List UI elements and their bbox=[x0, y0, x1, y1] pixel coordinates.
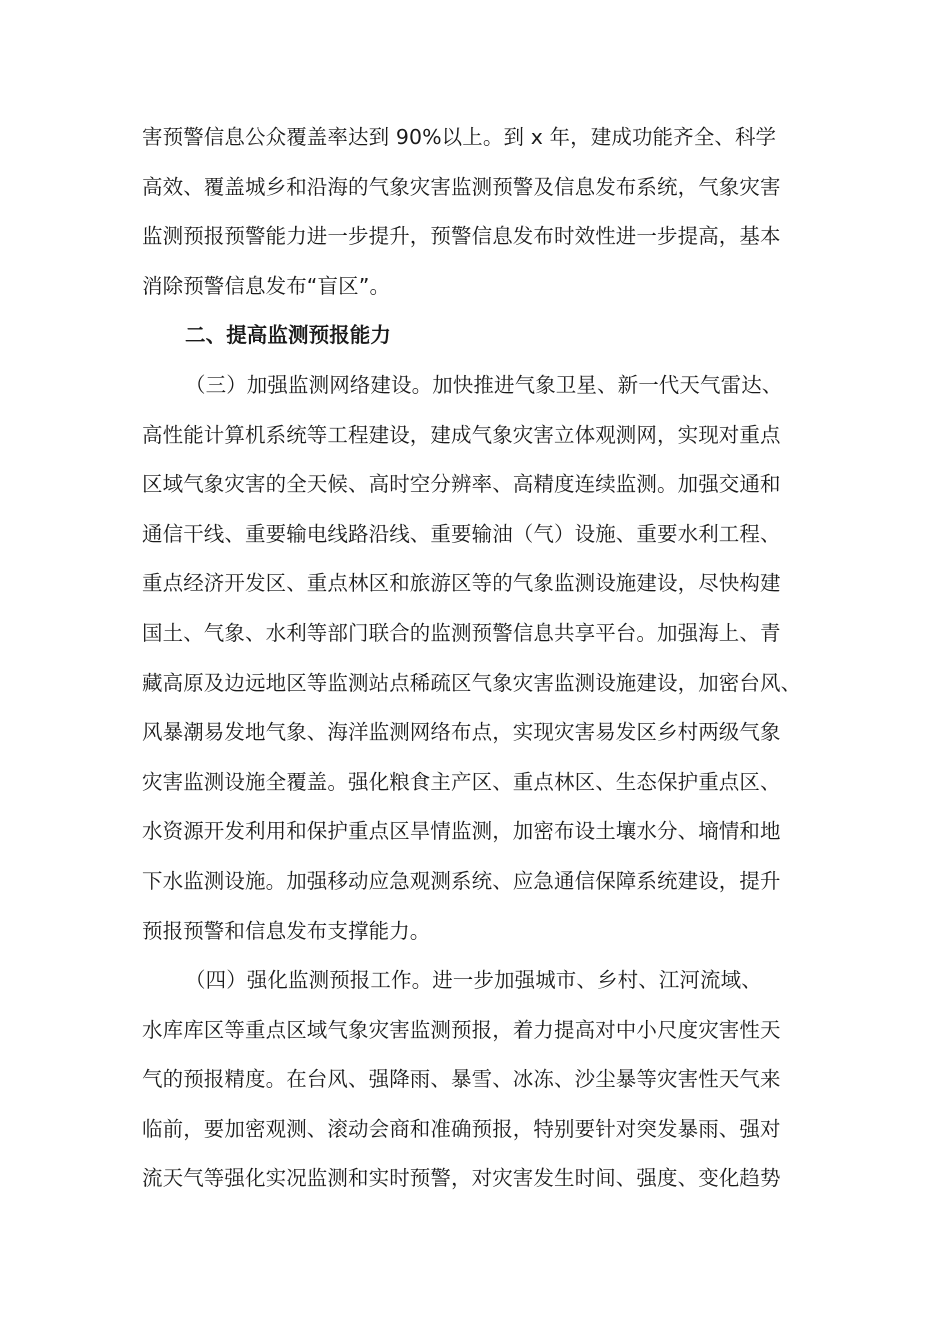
paragraph-line: 害预警信息公众覆盖率达到 90%以上。到 x 年，建成功能齐全、科学 bbox=[142, 125, 777, 149]
paragraph-line: 监测预报预警能力进一步提升，预警信息发布时效性进一步提高，基本 bbox=[142, 224, 781, 249]
paragraph-line: （四）强化监测预报工作。进一步加强城市、乡村、江河流域、 bbox=[185, 968, 762, 993]
paragraph-line: 国土、气象、水利等部门联合的监测预警信息共享平台。加强海上、青 bbox=[142, 620, 781, 645]
paragraph-line: 高效、覆盖城乡和沿海的气象灾害监测预警及信息发布系统，气象灾害 bbox=[142, 174, 781, 199]
paragraph-line: 流天气等强化实况监测和实时预警，对灾害发生时间、强度、变化趋势 bbox=[142, 1166, 781, 1191]
document-body bbox=[142, 113, 832, 1204]
paragraph-line: 气的预报精度。在台风、强降雨、暴雪、冰冻、沙尘暴等灾害性天气来 bbox=[142, 1067, 781, 1092]
paragraph-line: 下水监测设施。加强移动应急观测系统、应急通信保障系统建设，提升 bbox=[142, 868, 781, 893]
paragraph-line: 高性能计算机系统等工程建设，建成气象灾害立体观测网，实现对重点 bbox=[142, 422, 781, 447]
paragraph-line: 消除预警信息发布“盲区”。 bbox=[142, 273, 391, 298]
paragraph-line: 风暴潮易发地气象、海洋监测网络布点，实现灾害易发区乡村两级气象 bbox=[142, 720, 781, 745]
paragraph-line: 区域气象灾害的全天候、高时空分辨率、高精度连续监测。加强交通和 bbox=[142, 472, 781, 497]
paragraph-line: 重点经济开发区、重点林区和旅游区等的气象监测设施建设，尽快构建 bbox=[142, 571, 781, 596]
paragraph-line: 通信干线、重要输电线路沿线、重要输油（气）设施、重要水利工程、 bbox=[142, 521, 781, 546]
paragraph-line: 藏高原及边远地区等监测站点稀疏区气象灾害监测设施建设，加密台风、 bbox=[142, 670, 802, 695]
paragraph-line: 水库库区等重点区域气象灾害监测预报，着力提高对中小尺度灾害性天 bbox=[142, 1017, 781, 1042]
paragraph-line: 灾害监测设施全覆盖。强化粮食主产区、重点林区、生态保护重点区、 bbox=[142, 769, 781, 794]
paragraph-line: （三）加强监测网络建设。加快推进气象卫星、新一代天气雷达、 bbox=[185, 372, 783, 397]
paragraph-line: 临前，要加密观测、滚动会商和准确预报，特别要针对突发暴雨、强对 bbox=[142, 1116, 781, 1141]
section-heading: 二、提高监测预报能力 bbox=[185, 323, 391, 348]
paragraph-line: 水资源开发利用和保护重点区旱情监测，加密布设土壤水分、墒情和地 bbox=[142, 819, 781, 844]
paragraph-line: 预报预警和信息发布支撑能力。 bbox=[142, 918, 431, 943]
